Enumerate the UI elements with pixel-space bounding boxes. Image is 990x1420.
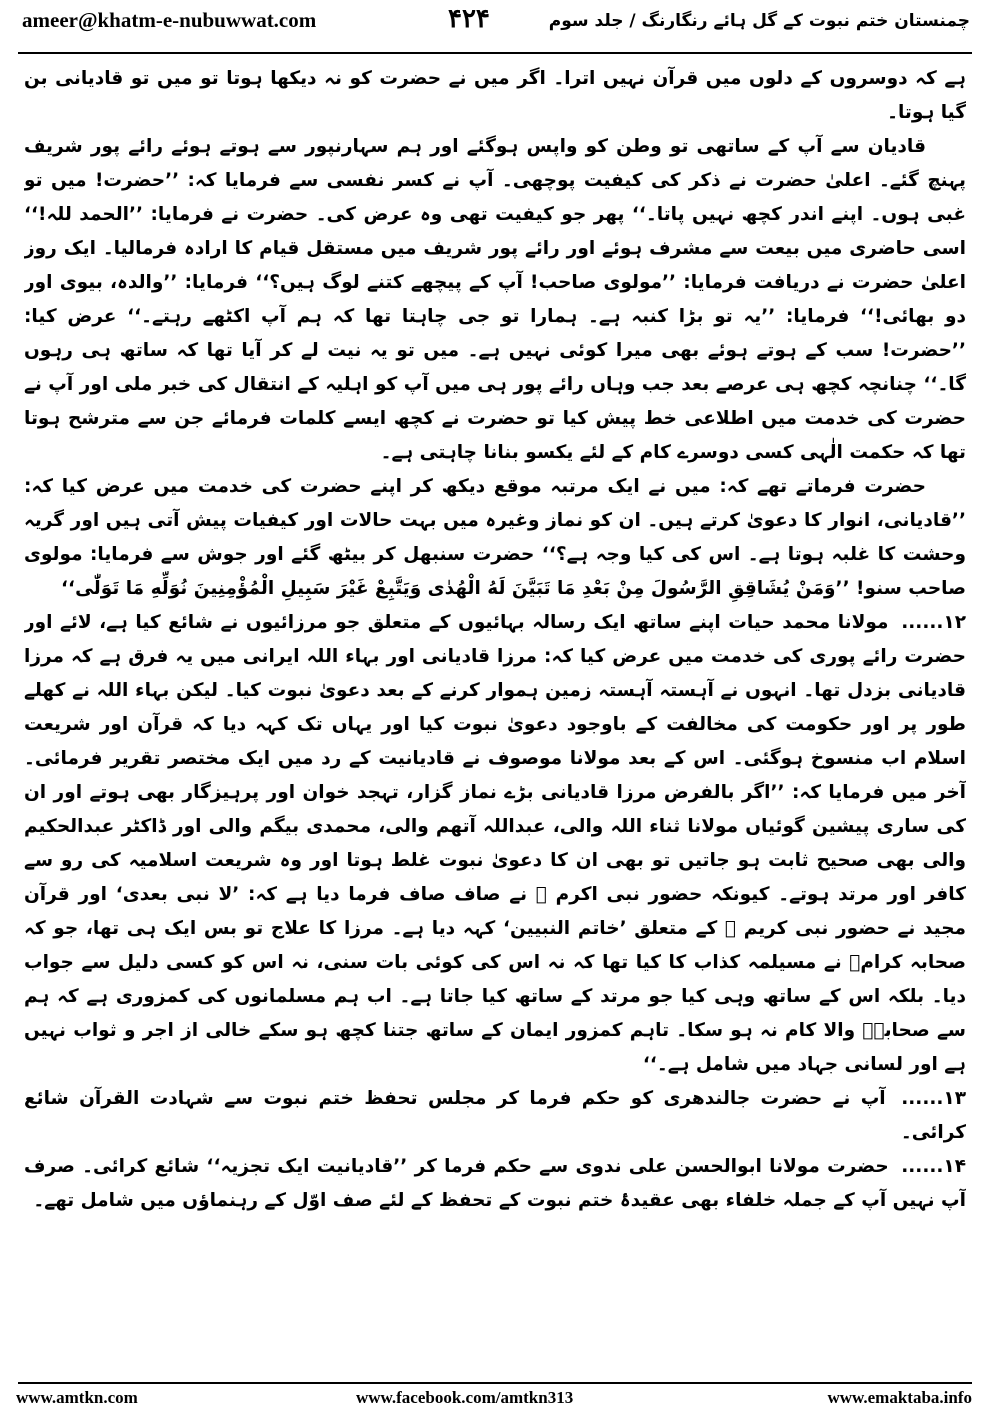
paragraph-2: قادیان سے آپ کے ساتھی تو وطن کو واپس ہوگئے اور ہم سہارنپور سے ہوتے ہوئے رائے پور شریف پہنچ گئے۔ اعلیٰ حضرت نے ذکر کی کیفیت پوچھی۔ آپ نے کسر نفسی سے فرمایا کہ: ’’حضرت! میں تو غبی ہوں۔ اپنے اندر کچھ نہیں پاتا۔‘‘ پھر جو کیفیت تھی وہ عرض کی۔ حضرت نے فرمایا: ’’الحمد للہ!‘‘ اسی حاضری میں بیعت سے مشرف ہوئے اور رائے پور شریف میں مستقل قیام کا ارادہ فرمالیا۔ ایک روز اعلیٰ حضرت نے دریافت فرمایا: ’’مولوی صاحب! آپ کے پیچھے کتنے لوگ ہیں؟‘‘ فرمایا: ’’والدہ، بیوی اور دو بھائی!‘‘ فرمایا: ’’یہ تو بڑا کنبہ ہے۔ ہمارا تو جی چاہتا تھا کہ ہم آپ اکٹھے رہتے۔‘‘ عرض کیا: ’’حضرت! سب کے ہوتے ہوئے بھی میرا کوئی نہیں ہے۔ میں تو یہ نیت لے کر آیا تھا کہ ساتھ ہی رہوں گا۔‘‘ چنانچہ کچھ ہی عرصے بعد جب وہاں رائے پور ہی میں آپ کو اہلیہ کے انتقال کی خبر ملی اور آپ نے حضرت کی خدمت میں اطلاعی خط پیش کیا تو حضرت نے کچھ ایسے کلمات فرمائے جن سے مترشح ہوتا تھا کہ حکمت الٰہی کسی دوسرے کام کے لئے یکسو بنانا چاہتی ہے۔ xyxy=(24,136,966,463)
header-divider xyxy=(18,52,972,54)
footer-link-emaktaba[interactable]: www.emaktaba.info xyxy=(827,1388,972,1407)
item-number: ۱۴...... xyxy=(901,1156,966,1177)
item-text: حضرت مولانا ابوالحسن علی ندوی سے حکم فرما کر ’’قادیانیت ایک تجزیہ‘‘ شائع کرائی۔ صرف آپ نہیں آپ کے جملہ خلفاء بھی عقیدۂ ختم نبوت کے تحفظ کے لئے صف اوّل کے رہنماؤں میں شامل تھے۔ xyxy=(24,1156,966,1211)
page-footer xyxy=(0,1388,990,1418)
item-text: آپ نے حضرت جالندھری کو حکم فرما کر مجلس تحفظ ختم نبوت سے شہادت القرآن شائع کرائی۔ xyxy=(24,1088,966,1143)
page-header xyxy=(0,0,990,60)
numbered-item-14 xyxy=(24,1150,966,1218)
paragraph-3: حضرت فرماتے تھے کہ: میں نے ایک مرتبہ موقع دیکھ کر اپنے حضرت کی خدمت میں عرض کیا کہ: ’’قادیانی، انوار کا دعویٰ کرتے ہیں۔ ان کو نماز وغیرہ میں بہت حالات اور کیفیات پیش آتی ہیں اور گریہ وحشت کا غلبہ ہوتا ہے۔ اس کی کیا وجہ ہے؟‘‘ حضرت سنبھل کر بیٹھ گئے اور جوش سے فرمایا: مولوی صاحب سنو! ’’وَمَنْ يُشَاقِقِ الرَّسُولَ مِنْ بَعْدِ مَا تَبَيَّنَ لَهُ الْهُدٰى وَيَتَّبِعْ غَيْرَ سَبِيلِ الْمُؤْمِنِينَ نُوَلِّهِ مَا تَوَلّٰى‘‘ xyxy=(24,476,966,599)
footer-divider xyxy=(18,1382,972,1384)
numbered-item-12 xyxy=(24,606,966,1082)
footer-link-facebook[interactable]: www.facebook.com/amtkn313 xyxy=(356,1388,574,1407)
page-body xyxy=(24,62,966,1374)
page-number: ۴۲۴ xyxy=(448,4,490,33)
numbered-item-13 xyxy=(24,1082,966,1150)
item-number: ۱۲...... xyxy=(901,612,966,633)
item-text: مولانا محمد حیات اپنے ساتھ ایک رسالہ بہائیوں کے متعلق جو مرزائیوں نے شائع کیا ہے، لائے اور حضرت رائے پوری کی خدمت میں عرض کیا کہ: مرزا قادیانی اور بہاء اللہ ایرانی میں یہ فرق ہے کہ مرزا قادیانی بزدل تھا۔ انہوں نے آہستہ آہستہ زمین ہموار کرنے کے بعد دعویٰ نبوت کیا۔ لیکن بہاء اللہ نے کھلے طور پر اور حکومت کی مخالفت کے باوجود دعویٰ نبوت کیا اور یہاں تک کہہ دیا کہ قرآن اور شریعت اسلام اب منسوخ ہوگئی۔ اس کے بعد مولانا موصوف نے قادیانیت کے رد میں ایک مختصر تقریر فرمائی۔ آخر میں فرمایا کہ: ’’اگر بالفرض مرزا قادیانی بڑے نماز گزار، تہجد خوان اور پرہیزگار بھی ہوتے اور ان کی ساری پیشین گوئیاں مولانا ثناء اللہ والی، عبداللہ آتھم والی، محمدی بیگم والی اور ڈاکٹر عبدالحکیم والی بھی صحیح ثابت ہو جاتیں تو بھی ان کا دعویٰ نبوت غلط ہوتا اور وہ شریعت اسلامیہ کی رو سے کافر اور مرتد ہوتے۔ کیونکہ حضور نبی اکرم ﷺ نے صاف صاف فرما دیا ہے کہ: ’لا نبی بعدی‘ اور قرآن مجید نے حضور نبی کریم ﷺ کے متعلق ’خاتم النبیین‘ کہہ دیا ہے۔ مرزا کا علاج تو بس ایک ہی تھا، جو کہ صحابہ کرامؓ نے مسیلمہ کذاب کا کیا تھا کہ نہ اس کی کوئی بات سنی، نہ اس کو کسی دلیل سے جواب دیا۔ بلکہ اس کے ساتھ وہی کیا جو مرتد کے ساتھ کیا جاتا ہے۔ اب ہم مسلمانوں کی کمزوری ہے کہ ہم سے صحابہؓ والا کام نہ ہو سکا۔ تاہم کمزور ایمان کے ساتھ جتنا کچھ ہو سکے خالی از اجر و ثواب نہیں ہے اور لسانی جہاد میں شامل ہے۔‘‘ xyxy=(24,612,966,1075)
item-number: ۱۳...... xyxy=(901,1088,966,1109)
book-title: چمنستان ختم نبوت کے گل ہائے رنگارنگ / جلد سوم xyxy=(548,11,970,31)
header-email[interactable]: ameer@khatm-e-nubuwwat.com xyxy=(22,8,317,32)
paragraph-1: ہے کہ دوسروں کے دلوں میں قرآن نہیں اترا۔ اگر میں نے حضرت کو نہ دیکھا ہوتا تو میں تو قادیانی بن گیا ہوتا۔ xyxy=(24,68,966,123)
footer-link-amtkn[interactable]: www.amtkn.com xyxy=(16,1388,138,1407)
